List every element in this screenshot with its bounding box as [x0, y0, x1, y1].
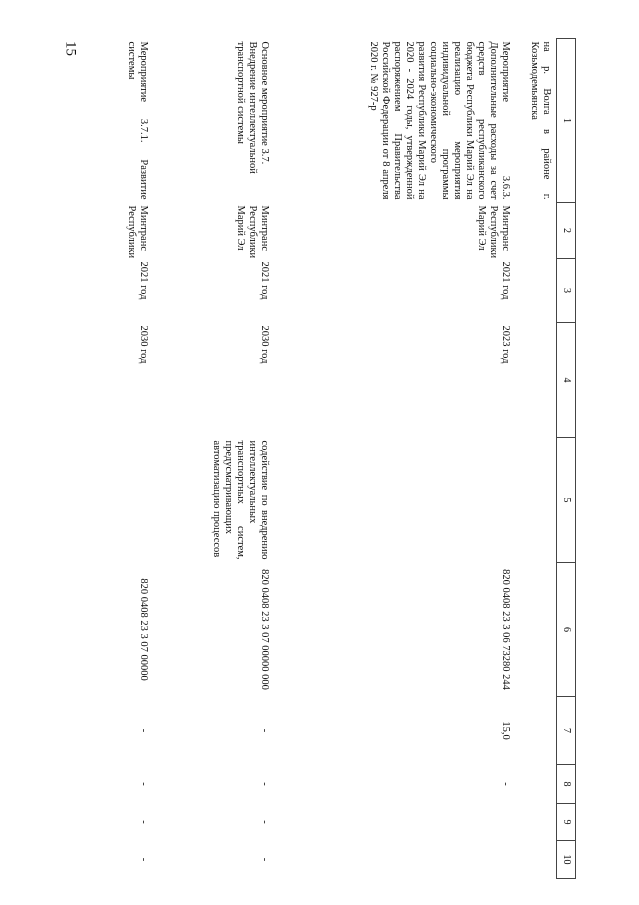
measure-name-cell: Основное мероприятие 3.7. Внедрение интеллектуальной транспортной системы: [235, 41, 270, 174]
executor-cell: Минтранс Республики Марий Эл: [476, 205, 511, 259]
start-year-cell: 2021 год: [259, 261, 270, 300]
budget-code-cell: [513, 563, 557, 697]
table-row: [116, 39, 151, 879]
value-cell: [513, 765, 557, 804]
executor-cell: Минтранс Республики Марий Эл: [235, 205, 270, 259]
end-year-cell: 2030 год: [259, 325, 270, 364]
value-cell: -: [259, 782, 270, 786]
measure-name-cell: на р. Волга в районе г. Козьмодемьянска: [529, 41, 552, 200]
measure-name-cell: Мероприятие 3.7.1. Развитие системы: [126, 41, 149, 200]
column-number-cell: 6: [557, 563, 576, 697]
column-number-cell: 4: [557, 323, 576, 438]
value-cell: -: [500, 782, 511, 786]
column-number-cell: 2: [557, 203, 576, 259]
expected-result-cell: содействие по внедрению интеллектуальных транспортных систем, предусматривающих автоматизацию процессов: [211, 440, 270, 560]
column-number-cell: 1: [557, 39, 576, 203]
program-measures-table: [116, 38, 576, 879]
expected-result-cell: [116, 438, 151, 563]
value-cell: [513, 697, 557, 765]
executor-cell: [513, 203, 557, 259]
end-year-cell: 2023 год: [500, 325, 511, 364]
start-year-cell: 2021 год: [138, 261, 149, 300]
value-cell: [272, 841, 513, 879]
value-cell: -: [259, 820, 270, 824]
value-cell: 15,0: [500, 721, 511, 740]
start-year-cell: [513, 259, 557, 323]
value-cell: [513, 804, 557, 841]
column-number-cell: 5: [557, 438, 576, 563]
budget-code-cell: 820 0408 23 3 07 00000 000: [259, 569, 270, 690]
page-number: 15: [62, 41, 79, 56]
end-year-cell: 2030 год: [138, 325, 149, 364]
expected-result-cell: [272, 438, 513, 563]
column-number-cell: 7: [557, 697, 576, 765]
end-year-cell: [513, 323, 557, 438]
table-row: [272, 39, 513, 879]
value-cell: [272, 804, 513, 841]
budget-code-cell: 820 0408 23 3 07 00000: [138, 578, 149, 681]
rotated-table-page: [126, 38, 576, 878]
column-number-cell: 9: [557, 804, 576, 841]
value-cell: -: [138, 857, 149, 862]
value-cell: -: [138, 782, 149, 786]
budget-code-cell: 820 0408 23 3 06 73280 244: [500, 569, 511, 690]
column-number-cell: 8: [557, 765, 576, 804]
measure-name-cell: Мероприятие 3.6.3. Дополнительные расходы за счет средств республиканского бюджета Республики Марий Эл на реализацию мероприятия индивидуальной программы социально-экономического развития Республики Марий Эл на 2020 - 2024 годы, утвержденной распоряжением Правительства Российской Федерации от 8 апреля 2020 г. № 927-р: [368, 41, 511, 200]
column-number-cell: 10: [557, 841, 576, 879]
value-cell: -: [138, 820, 149, 824]
start-year-cell: 2021 год: [500, 261, 511, 300]
value-cell: -: [259, 728, 270, 733]
table-row: [513, 39, 557, 879]
value-cell: -: [259, 857, 270, 862]
executor-cell: Минтранс Республики: [126, 205, 149, 259]
column-number-cell: 3: [557, 259, 576, 323]
value-cell: [513, 841, 557, 879]
table-row: [151, 39, 272, 879]
value-cell: -: [138, 728, 149, 733]
column-number-header-row: [557, 39, 576, 879]
expected-result-cell: [513, 438, 557, 563]
